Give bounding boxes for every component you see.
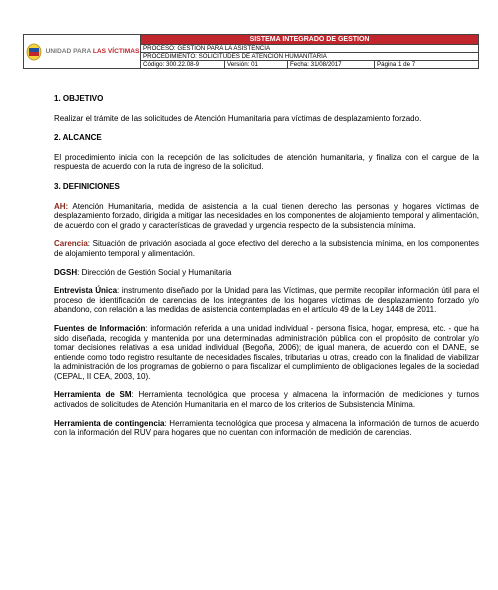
system-title: SISTEMA INTEGRADO DE GESTION xyxy=(141,35,479,45)
document-date: Fecha: 31/08/2017 xyxy=(288,61,375,69)
logo-cell xyxy=(24,35,141,69)
definition-dgsh: DGSH: Dirección de Gestión Social y Humanitaria xyxy=(54,267,232,277)
definition-ah: AH: Atención Humanitaria, medida de asistencia a la cual tienen derecho las personas y hogares víctimas de desplazamiento forzado, dirigida a mitigar las necesidades en los componentes de alojamiento temporal y alimentación, de acuerdo con el grado y características de gravedad y urgencia respecto de la subsistencia mínima. xyxy=(54,201,479,230)
section-definiciones-title: 3. DEFINICIONES xyxy=(54,181,120,191)
process-label: PROCESO: GESTIÓN PARA LA ASISTENCIA xyxy=(141,45,479,53)
definition-fuentes-informacion: Fuentes de Información: información referida a una unidad individual - persona física, hogar, empresa, etc. - que ha sido diseñada, recogida y mantenida por una determinadas administración pública con el propósito de controlar y/o tomar decisiones relativas a esa unidad individual (Begoña, 2006); de igual manera, de acuerdo con el DANE, se entiende como todo registro resultante de necesidades fiscales, tributarias u otras, creado con la finalidad de viabilizar la administración de los programas de gobierno o para fiscalizar el cumplimiento de obligaciones legales de la sociedad (CEPAL, II CEA, 2003, 10). xyxy=(54,323,480,381)
definition-carencia: Carencia: Situación de privación asociada al goce efectivo del derecho a la subsistencia mínima, en los componentes de alojamiento temporal y alimentación. xyxy=(54,239,479,258)
document-version: Versión: 01 xyxy=(225,61,288,69)
page-number: Página 1 de 7 xyxy=(375,61,479,69)
logo-text: UNIDAD PARA LAS VÍCTIMAS xyxy=(45,48,140,55)
definition-entrevista-unica: Entrevista Única: instrumento diseñado por la Unidad para las Víctimas, que permite recopilar información útil para el proceso de identificación de carencias de los integrantes de los hogares víctimas de desplazamiento forzado y/o abandono, con relación a las medidas de asistencia contempladas en el artículo 49 de la Ley 1448 de 2011. xyxy=(54,286,479,315)
section-alcance-title: 2. ALCANCE xyxy=(54,133,102,143)
document-body xyxy=(54,94,479,438)
definition-herramienta-contingencia: Herramienta de contingencia: Herramienta tecnológica que procesa y almacena la información de turnos de acuerdo con la información del RUV para hogares que no cuentan con información de medición de carencias. xyxy=(54,418,479,438)
definition-herramienta-sm: Herramienta de SM: Herramienta tecnológica que procesa y almacena la información de mediciones y turnos activados de solicitudes de Atención Humanitaria en el marco de los criterios de Subsistencia Mínima. xyxy=(54,390,480,410)
procedure-label: PROCEDIMIENTO: SOLICITUDES DE ATENCIÓN HUMANITARIA xyxy=(141,53,479,61)
colombia-seal-icon xyxy=(25,43,43,61)
section-alcance-text: El procedimiento inicia con la recepción de las solicitudes de atención humanitaria, y finaliza con el cargue de la respuesta de acuerdo con la ruta de ingreso de la solicitud. xyxy=(54,152,479,172)
document-header xyxy=(23,34,479,69)
section-objetivo-text: Realizar el trámite de las solicitudes de Atención Humanitaria para víctimas de desplazamiento forzado. xyxy=(54,113,422,123)
document-code: Código: 300.22.08-9 xyxy=(141,61,225,69)
section-objetivo-title: 1. OBJETIVO xyxy=(54,94,104,103)
